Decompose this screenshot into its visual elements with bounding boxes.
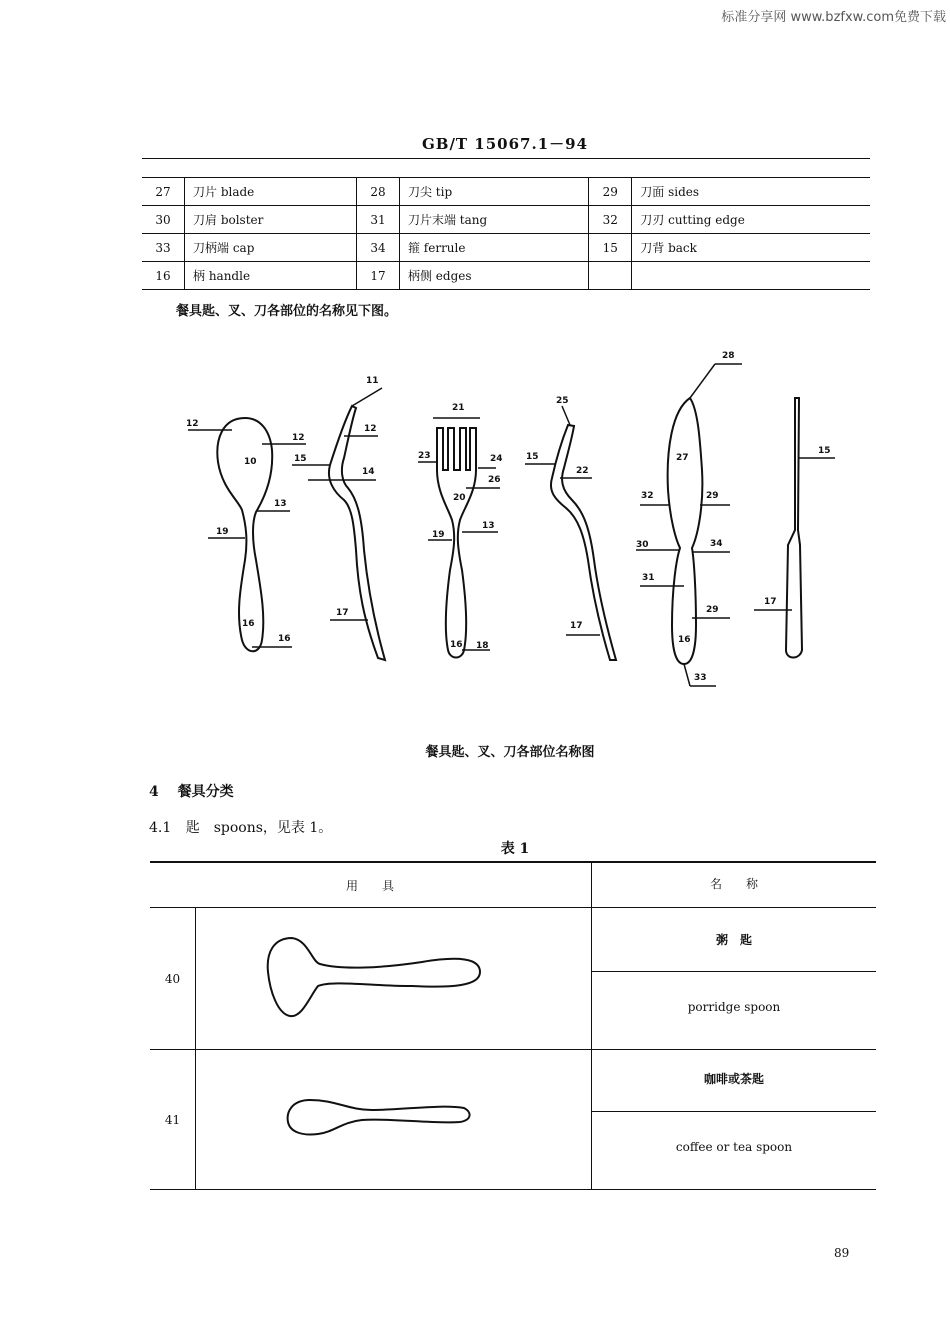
table-1-top-rule (150, 861, 876, 863)
part-number: 29 (589, 178, 632, 206)
figure-caption: 餐具匙、叉、刀各部位名称图 (425, 745, 595, 760)
label-fork-19: 19 (432, 530, 445, 540)
fork-front-outline (437, 428, 476, 658)
page-number: 89 (834, 1246, 850, 1260)
fork-side-outline (551, 425, 616, 660)
label-knife-28: 28 (722, 351, 735, 361)
part-name: 刀背 back (632, 234, 870, 262)
table-1-header-name: 名 称 (709, 877, 758, 891)
part-name: 柄侧 edges (399, 262, 588, 290)
spoon-side-outline (329, 406, 385, 660)
label-fork-16: 16 (450, 640, 463, 650)
table-1-bottom-rule (150, 1189, 876, 1190)
label-fork-side-17: 17 (570, 621, 583, 631)
table-row (142, 178, 870, 206)
part-number: 31 (356, 206, 399, 234)
part-number: 27 (142, 178, 185, 206)
label-spoon-13: 13 (274, 499, 287, 509)
section-4-1-heading (149, 817, 332, 837)
label-knife-29a: 29 (706, 491, 719, 501)
section-number: 4.1 (149, 820, 172, 836)
part-name: 箍 ferrule (399, 234, 588, 262)
part-name: 刀面 sides (632, 178, 870, 206)
part-name (632, 262, 870, 290)
part-number (589, 262, 632, 290)
row-40-name-rule (592, 971, 876, 972)
knife-front-outline (668, 398, 703, 664)
part-number: 28 (356, 178, 399, 206)
label-knife-31: 31 (642, 573, 655, 583)
table-1-header-tool: 用 具 (345, 879, 394, 893)
label-fork-side-25: 25 (556, 396, 569, 406)
label-spoon-16b: 16 (278, 634, 291, 644)
row-41-name-cn: 咖啡或茶匙 (703, 1072, 764, 1086)
part-name: 刀柄端 cap (185, 234, 357, 262)
label-spoon-10: 10 (244, 457, 257, 467)
knife-side-outline (786, 398, 802, 658)
standard-number: GB/T 15067.1－94 (421, 135, 589, 153)
table-row (142, 234, 870, 262)
label-fork-21: 21 (452, 403, 465, 413)
table-1-header-rule (150, 907, 876, 908)
part-number: 17 (356, 262, 399, 290)
label-spoon-side-12: 12 (364, 424, 377, 434)
label-knife-side-15: 15 (818, 446, 831, 456)
table-row (142, 262, 870, 290)
label-knife-29b: 29 (706, 605, 719, 615)
part-number: 15 (589, 234, 632, 262)
row-40-number: 40 (164, 972, 181, 986)
label-spoon-15: 15 (294, 454, 307, 464)
table-row (142, 206, 870, 234)
label-spoon-side-11: 11 (366, 376, 379, 386)
row-separator (150, 1049, 876, 1050)
part-name: 刀肩 bolster (185, 206, 357, 234)
intro-text: 餐具匙、叉、刀各部位的名称见下图。 (176, 304, 398, 319)
label-knife-27: 27 (676, 453, 689, 463)
label-spoon-19: 19 (216, 527, 229, 537)
part-number: 16 (142, 262, 185, 290)
label-spoon-side-17: 17 (336, 608, 349, 618)
part-number: 34 (356, 234, 399, 262)
part-name: 刀片 blade (185, 178, 357, 206)
label-knife-30: 30 (636, 540, 649, 550)
row-41-name-en: coffee or tea spoon (675, 1140, 793, 1154)
label-spoon-16a: 16 (242, 619, 255, 629)
label-fork-side-22: 22 (576, 466, 589, 476)
row-41-number: 41 (164, 1113, 181, 1127)
table-1-title: 表 1 (500, 841, 530, 857)
section-title: 餐具分类 (177, 784, 234, 800)
label-spoon-12b: 12 (292, 433, 305, 443)
row-41-name-rule (592, 1111, 876, 1112)
label-fork-20: 20 (453, 493, 466, 503)
label-fork-18: 18 (476, 641, 489, 651)
parts-table (142, 177, 870, 290)
part-number: 33 (142, 234, 185, 262)
label-spoon-side-14: 14 (362, 467, 375, 477)
section-number: 4 (149, 784, 159, 800)
section-text: 匙 spoons，见表 1。 (185, 820, 333, 836)
section-4-heading (149, 781, 234, 801)
part-number: 30 (142, 206, 185, 234)
label-knife-side-17: 17 (764, 597, 777, 607)
label-fork-24: 24 (490, 454, 503, 464)
cutlery-parts-figure (0, 340, 950, 700)
part-name: 柄 handle (185, 262, 357, 290)
watermark: 标准分享网 www.bzfxw.com免费下载 (721, 10, 946, 25)
coffee-spoon-image (282, 1092, 474, 1142)
row-40-name-cn: 粥 匙 (715, 933, 752, 947)
label-fork-13: 13 (482, 521, 495, 531)
label-knife-33: 33 (694, 673, 707, 683)
row-40-name-en: porridge spoon (687, 1000, 781, 1014)
header-rule (142, 158, 870, 159)
label-knife-16: 16 (678, 635, 691, 645)
part-name: 刀片末端 tang (399, 206, 588, 234)
label-fork-26: 26 (488, 475, 501, 485)
label-fork-23: 23 (418, 451, 431, 461)
part-name: 刀尖 tip (399, 178, 588, 206)
label-fork-side-15: 15 (526, 452, 539, 462)
part-number: 32 (589, 206, 632, 234)
label-knife-34: 34 (710, 539, 723, 549)
label-knife-32: 32 (641, 491, 654, 501)
porridge-spoon-image (262, 932, 484, 1022)
part-name: 刀刃 cutting edge (632, 206, 870, 234)
label-spoon-12a: 12 (186, 419, 199, 429)
